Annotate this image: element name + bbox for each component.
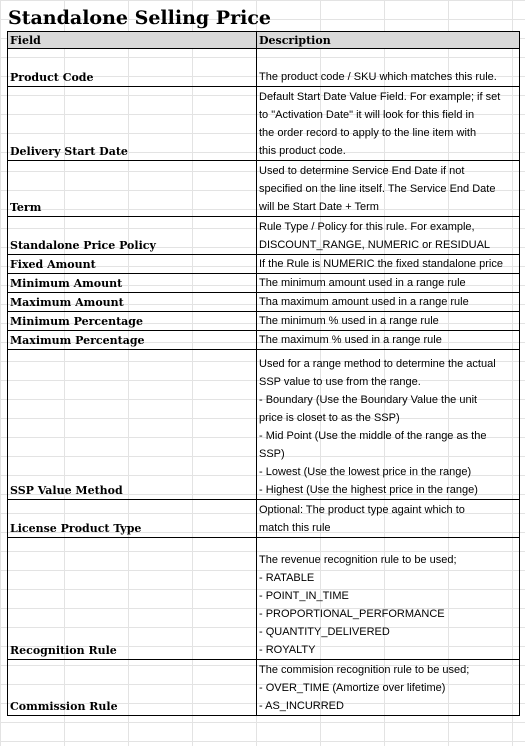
description-line: - QUANTITY_DELIVERED — [259, 626, 390, 638]
table-row — [8, 87, 520, 161]
field-name-cell: Term — [8, 161, 257, 217]
header-row — [8, 32, 520, 49]
description-line: Used for a range method to determine the actual — [259, 358, 496, 370]
description-line: - RATABLE — [259, 572, 315, 584]
description-line: Rule Type / Policy for this rule. For example, — [259, 221, 475, 233]
description-line: - Highest (Use the highest price in the range) — [259, 484, 478, 496]
description-line: to "Activation Date" it will look for this field in — [259, 109, 475, 121]
field-name-cell: Maximum Amount — [8, 293, 257, 312]
description-line: - Mid Point (Use the middle of the range as the — [259, 430, 487, 442]
field-name-cell: License Product Type — [8, 500, 257, 538]
field-name-cell: Standalone Price Policy — [8, 217, 257, 255]
description-line: SSP value to use from the range. — [259, 376, 421, 388]
ssp-field-table — [7, 31, 520, 716]
description-cell — [257, 87, 520, 161]
description-cell — [257, 500, 520, 538]
field-name-cell: SSP Value Method — [8, 350, 257, 500]
description-line: price is closet to as the SSP) — [259, 412, 400, 424]
description-cell — [257, 293, 520, 312]
description-line: - Boundary (Use the Boundary Value the unit — [259, 394, 478, 406]
description-line: The maximum % used in a range rule — [259, 334, 442, 346]
description-line: - PROPORTIONAL_PERFORMANCE — [259, 608, 445, 620]
description-line: - POINT_IN_TIME — [259, 590, 349, 602]
field-name-cell: Minimum Percentage — [8, 312, 257, 331]
description-line: - AS_INCURRED — [259, 700, 344, 712]
description-line: will be Start Date + Term — [259, 201, 379, 213]
description-line: The product code / SKU which matches this rule. — [259, 71, 497, 83]
field-name-cell: Delivery Start Date — [8, 87, 257, 161]
field-name-cell: Product Code — [8, 49, 257, 87]
table-row — [8, 161, 520, 217]
description-line: SSP) — [259, 448, 285, 460]
table-row — [8, 538, 520, 660]
description-line: The commision recognition rule to be used; — [259, 664, 470, 676]
table-row — [8, 293, 520, 312]
description-cell — [257, 331, 520, 350]
field-name-cell: Fixed Amount — [8, 255, 257, 274]
table-row — [8, 312, 520, 331]
description-line: the order record to apply to the line item with — [259, 127, 477, 139]
description-cell — [257, 350, 520, 500]
description-cell — [257, 274, 520, 293]
description-line: The minimum amount used in a range rule — [259, 277, 466, 289]
description-cell — [257, 49, 520, 87]
description-cell — [257, 312, 520, 331]
table-row — [8, 217, 520, 255]
table-row — [8, 49, 520, 87]
table-row — [8, 500, 520, 538]
field-column-header: Field — [8, 32, 257, 49]
sheet-title: Standalone Selling Price — [8, 7, 271, 29]
field-name-cell: Minimum Amount — [8, 274, 257, 293]
description-line: Used to determine Service End Date if not — [259, 165, 465, 177]
table-row — [8, 350, 520, 500]
description-line: DISCOUNT_RANGE, NUMERIC or RESIDUAL — [259, 239, 491, 251]
description-column-header: Description — [257, 32, 520, 49]
description-cell — [257, 217, 520, 255]
table-row — [8, 274, 520, 293]
description-line: Optional: The product type againt which to — [259, 504, 465, 516]
description-line: - Lowest (Use the lowest price in the range) — [259, 466, 472, 478]
description-line: this product code. — [259, 145, 346, 157]
description-line: match this rule — [259, 522, 331, 534]
field-name-cell: Maximum Percentage — [8, 331, 257, 350]
field-name-cell: Recognition Rule — [8, 538, 257, 660]
description-line: - OVER_TIME (Amortize over lifetime) — [259, 682, 446, 694]
description-line: - ROYALTY — [259, 644, 316, 656]
description-line: Default Start Date Value Field. For example; if set — [259, 91, 501, 103]
table-row — [8, 255, 520, 274]
description-line: Tha maximum amount used in a range rule — [259, 296, 469, 308]
description-cell — [257, 660, 520, 716]
field-name-cell: Commission Rule — [8, 660, 257, 716]
table-row — [8, 660, 520, 716]
description-cell — [257, 538, 520, 660]
description-line: The revenue recognition rule to be used; — [259, 554, 457, 566]
description-cell — [257, 255, 520, 274]
description-cell — [257, 161, 520, 217]
description-line: If the Rule is NUMERIC the fixed standalone price — [259, 258, 503, 270]
description-line: The minimum % used in a range rule — [259, 315, 439, 327]
description-line: specified on the line itself. The Service End Date — [259, 183, 496, 195]
table-row — [8, 331, 520, 350]
